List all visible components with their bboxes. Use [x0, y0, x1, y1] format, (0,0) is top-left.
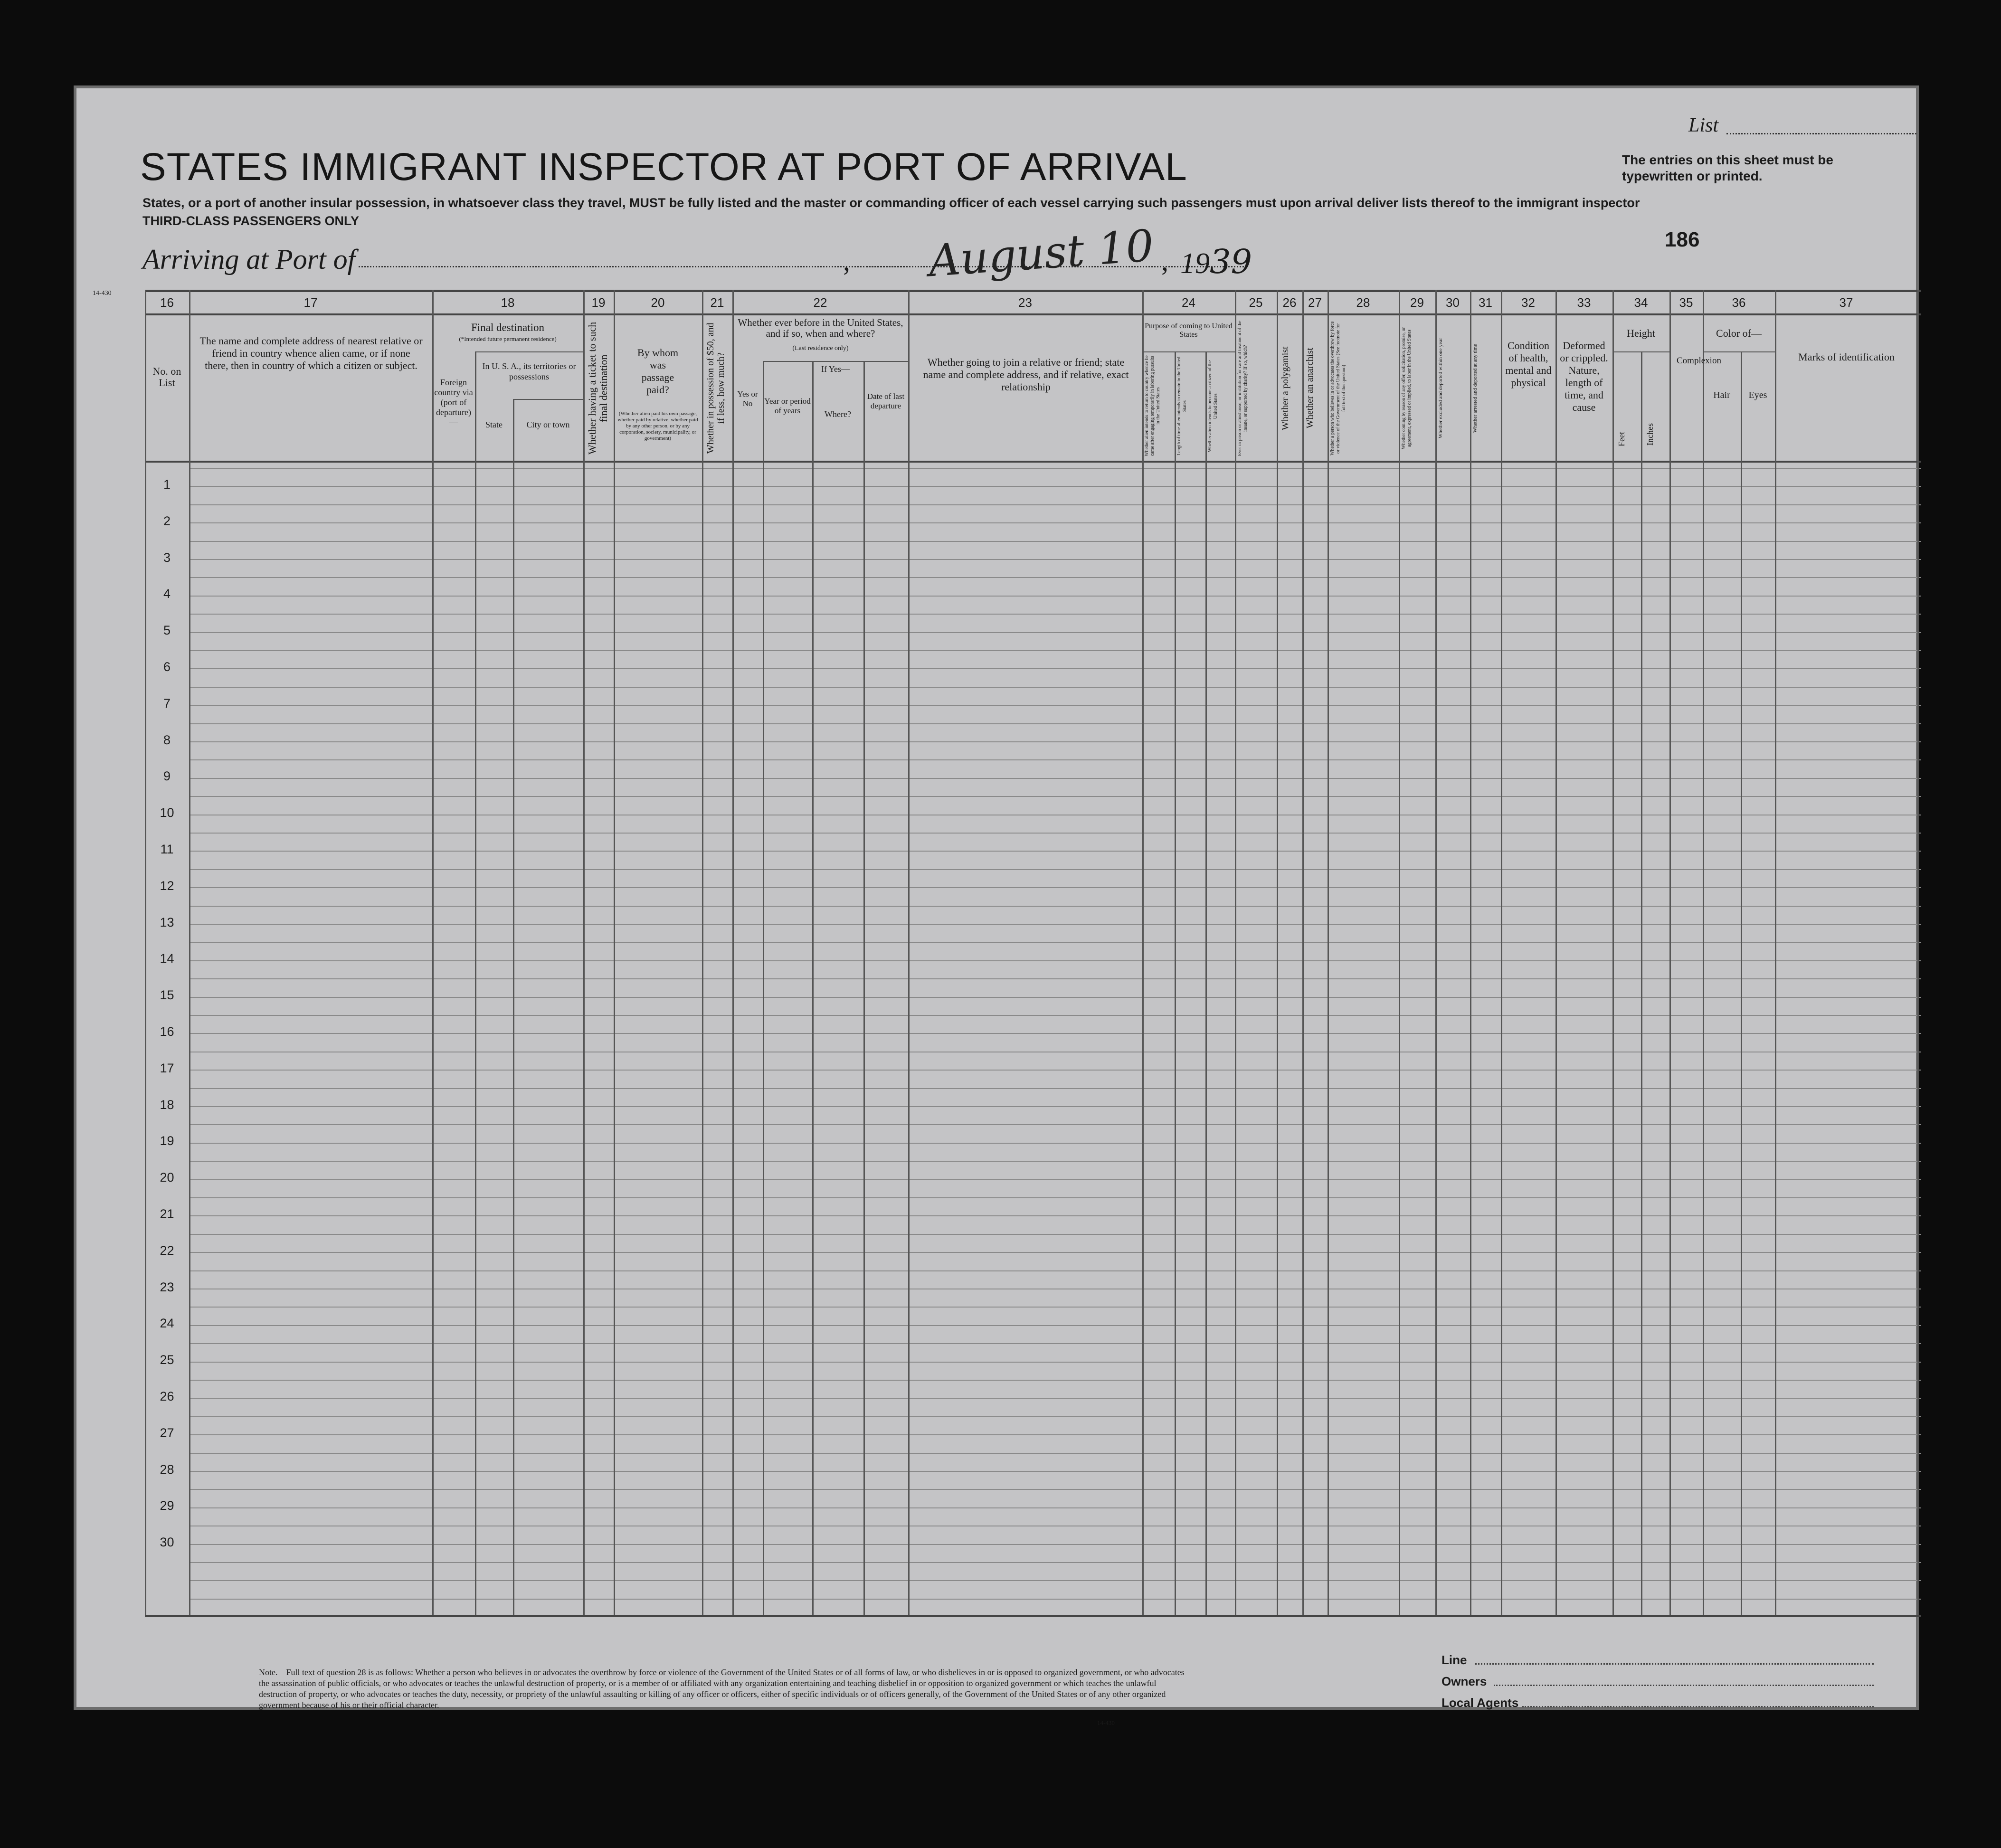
column-number: 20: [651, 295, 665, 310]
ruled-line: [189, 504, 1921, 505]
ruled-line: [189, 596, 1921, 597]
header-purpose: Purpose of coming to United States: [1145, 322, 1233, 339]
row-number: 19: [160, 1134, 174, 1148]
column-number: 24: [1182, 295, 1195, 310]
column-divider: [432, 290, 434, 1615]
ruled-line: [189, 796, 1921, 797]
header-subrule: [513, 399, 583, 400]
ruled-line: [189, 1343, 1921, 1344]
column-number: 33: [1577, 295, 1591, 310]
manifest-sheet: [74, 85, 1919, 1726]
column-divider: [1555, 290, 1557, 1615]
port-field-line: [359, 266, 907, 267]
row-number: 27: [160, 1425, 174, 1440]
ruled-line: [189, 1544, 1921, 1545]
ruled-line: [189, 887, 1921, 888]
list-label: List: [1688, 114, 1719, 136]
column-number: 25: [1249, 295, 1263, 310]
row-number: 3: [163, 550, 171, 565]
column-divider: [1501, 290, 1502, 1615]
ruled-line: [189, 1416, 1921, 1417]
column-number: 30: [1446, 295, 1460, 310]
row-number: 4: [163, 587, 171, 601]
footnote: Note.—Full text of question 28 is as follows: Whether a person who believes in or advocates the overthrow by force or violence of the Government of the United States or of all forms of law, or who disbelieves in or is opposed to organized government, or who advocates the assassination of public officials, or who advocates or teaches the unlawful destruction of property, or is a member of or affiliated with any organization entertaining and teaching disbelief in or opposition to organized government or which teaches the unlawful destruction of property, or who advocates or teaches the duty, necessity, or propriety of the unlawful assaulting or killing of any officer or officers, either of specific individuals or of officers generally, of the Government of the United States or of any other organized government because of his or their official character.: [259, 1668, 1185, 1710]
row-number: 1: [163, 477, 171, 492]
column-divider: [475, 351, 476, 1615]
header-complexion: Complexion: [1677, 356, 1721, 366]
ruled-line: [189, 577, 1921, 578]
ruled-line: [189, 1143, 1921, 1144]
header-fifty-dollars: Whether in possession of $50, and if less, how much?: [705, 322, 726, 454]
ruled-line: [189, 687, 1921, 688]
header-feet: Feet: [1617, 432, 1626, 447]
row-number: 30: [160, 1535, 174, 1550]
column-number: 17: [303, 295, 318, 310]
ruled-line: [189, 759, 1921, 760]
header-subrule: [1703, 351, 1775, 352]
ruled-line: [189, 705, 1921, 706]
column-divider: [1612, 290, 1614, 1615]
header-no-on-list: No. on List: [152, 365, 181, 389]
ruled-line: [189, 778, 1921, 779]
header-purpose-citizen: Whether alien intends to become a citizen of the United States: [1207, 360, 1218, 452]
row-number: 15: [160, 988, 174, 1003]
row-number: 16: [160, 1024, 174, 1039]
row-number: 17: [160, 1061, 174, 1075]
column-divider: [189, 290, 190, 1615]
column-number-rule: [145, 313, 1921, 315]
header-arrested-deported: Whether arrested and deported at any time: [1472, 344, 1478, 433]
header-final-destination-sub: (*Intended future permanent residence): [459, 335, 557, 342]
column-number: 28: [1356, 295, 1370, 310]
page-title: STATES IMMIGRANT INSPECTOR AT PORT OF ARRIVAL: [140, 145, 1187, 189]
header-subrule: [763, 361, 908, 362]
column-number: 26: [1282, 295, 1297, 310]
ruled-line: [189, 1398, 1921, 1399]
owners-label: Owners: [1441, 1674, 1487, 1688]
ruled-line: [189, 1106, 1921, 1107]
row-number: 20: [160, 1170, 174, 1185]
owners-field: [1494, 1685, 1874, 1686]
separator: ,: [1161, 245, 1168, 276]
column-divider: [1669, 290, 1671, 1615]
local-agents-label: Local Agents: [1441, 1696, 1519, 1710]
ruled-line: [189, 997, 1921, 998]
ruled-line: [189, 1489, 1921, 1490]
passenger-class-label: THIRD-CLASS PASSENGERS ONLY: [142, 214, 360, 228]
form-code: 14-430: [93, 290, 112, 297]
ruled-line: [189, 1362, 1921, 1363]
column-number: 37: [1839, 295, 1853, 310]
handwritten-year: 39: [1210, 242, 1252, 281]
row-number: 13: [160, 915, 174, 929]
row-number: 12: [160, 878, 174, 893]
form-code: 14-430: [1097, 1719, 1115, 1726]
table-bottom-rule: [145, 1615, 1921, 1617]
column-number: 27: [1308, 295, 1322, 310]
header-passage-paid: By whom was passage paid?: [637, 347, 679, 396]
local-agents-field: [1522, 1706, 1874, 1707]
ruled-line: [189, 1270, 1921, 1271]
column-divider: [614, 290, 615, 1615]
header-marks-identification: Marks of identification: [1798, 351, 1895, 363]
manifest-table: [145, 290, 1921, 1615]
row-number: 8: [163, 732, 171, 747]
header-ever-before-in-us: Whether ever before in the United States, and if so, when and where?: [738, 317, 903, 339]
header-offer-to-labor: Whether coming by reason of any offer, solicitation, promise, or agreement, expressed or implied, to labor in the United States: [1401, 327, 1412, 450]
row-number: 18: [160, 1097, 174, 1112]
column-number: 23: [1018, 295, 1032, 310]
row-number: 23: [160, 1279, 174, 1294]
ruled-line: [189, 942, 1921, 943]
row-number: 14: [160, 951, 174, 966]
ruled-line: [189, 468, 1921, 469]
row-number: 22: [160, 1243, 174, 1258]
column-number: 22: [813, 295, 827, 310]
ruled-line: [189, 1124, 1921, 1125]
column-divider: [1277, 290, 1278, 1615]
header-nearest-relative: The name and complete address of nearest relative or friend in country whence alien came, or if none there, then in country of which a citizen or subject.: [199, 335, 423, 371]
header-bottom-rule: [145, 461, 1921, 463]
header-anarchist: Whether an anarchist: [1305, 348, 1315, 429]
column-divider: [702, 290, 703, 1615]
column-divider: [583, 290, 585, 1615]
ruled-line: [189, 1179, 1921, 1180]
column-number: 31: [1479, 295, 1492, 310]
header-join-relative: Whether going to join a relative or friend; state name and complete address, and if relative, exact relationship: [923, 356, 1129, 393]
header-where: Where?: [825, 409, 851, 419]
header-hair: Hair: [1713, 390, 1730, 400]
ruled-line: [189, 1033, 1921, 1034]
column-divider: [863, 361, 865, 1615]
header-ticket: Whether having a ticket to such final destination: [586, 322, 609, 455]
line-field: [1475, 1663, 1874, 1665]
row-number: 29: [160, 1498, 174, 1513]
column-divider: [1775, 290, 1776, 1615]
column-divider: [1435, 290, 1437, 1615]
ruled-line: [189, 851, 1921, 852]
header-subrule: [475, 351, 583, 352]
column-number: 18: [501, 295, 515, 310]
column-divider: [1302, 290, 1304, 1615]
ruled-line: [189, 1507, 1921, 1508]
column-divider: [1703, 290, 1704, 1615]
row-number: 7: [163, 696, 171, 711]
header-excluded-deported: Whether excluded and deported within one year: [1438, 338, 1443, 439]
header-polygamist: Whether a polygamist: [1280, 346, 1290, 430]
year-field: [1180, 242, 1252, 281]
ruled-line: [189, 869, 1921, 870]
ruled-line: [189, 1307, 1921, 1308]
header-eyes: Eyes: [1748, 390, 1767, 400]
ruled-line: [189, 1380, 1921, 1381]
column-divider: [1917, 290, 1919, 1615]
row-number: 11: [160, 842, 174, 856]
ruled-line: [189, 1599, 1921, 1600]
header-if-yes: If Yes—: [821, 364, 850, 374]
ruled-line: [189, 522, 1921, 523]
ruled-line: [189, 1161, 1921, 1162]
ruled-line: [189, 1562, 1921, 1563]
table-top-rule: [145, 290, 1921, 292]
header-condition-health: Condition of health, mental and physical: [1505, 340, 1552, 389]
header-purpose-length: Length of time alien intends to remain in the United States: [1176, 357, 1187, 456]
ruled-line: [189, 924, 1921, 925]
ruled-line: [189, 1434, 1921, 1435]
handwritten-date: August 10: [927, 220, 1156, 287]
row-number: 26: [160, 1389, 174, 1403]
ruled-line: [189, 668, 1921, 669]
ruled-line: [189, 1234, 1921, 1235]
ruled-line: [189, 978, 1921, 979]
row-number: 5: [163, 623, 171, 638]
header-in-usa: In U. S. A., its territories or possessions: [482, 361, 576, 381]
ruled-line: [189, 1252, 1921, 1253]
row-number: 21: [160, 1207, 174, 1221]
header-year-or-period: Year or period of years: [764, 397, 811, 415]
ruled-line: [189, 723, 1921, 724]
ruled-line: [189, 906, 1921, 907]
arriving-port-label: Arriving at Port of: [142, 244, 356, 275]
header-last-residence: (Last residence only): [792, 345, 849, 352]
ruled-line: [189, 632, 1921, 633]
header-subrule: [1612, 351, 1669, 352]
column-divider: [1175, 351, 1176, 1615]
ruled-line: [189, 1088, 1921, 1089]
ruled-line: [189, 1580, 1921, 1581]
column-number: 34: [1634, 295, 1648, 310]
row-number: 10: [160, 806, 174, 820]
header-subrule: [1142, 351, 1235, 352]
column-divider: [1741, 351, 1742, 1615]
ruled-line: [189, 1325, 1921, 1326]
column-divider: [732, 290, 734, 1615]
column-divider: [1641, 351, 1642, 1615]
ruled-line: [189, 1197, 1921, 1198]
header-foreign-country: Foreign country via (port of departure)—: [434, 378, 473, 427]
header-height: Height: [1627, 327, 1655, 339]
ruled-line: [189, 741, 1921, 742]
column-divider: [908, 290, 910, 1615]
column-number: 21: [710, 295, 724, 310]
header-purpose-return: Whether alien intends to return to country whence he came after engaging temporarily in laboring pursuits in the United States: [1144, 355, 1161, 457]
ruled-line: [189, 833, 1921, 834]
column-divider: [1235, 290, 1236, 1615]
ruled-line: [189, 1015, 1921, 1016]
row-number: 2: [163, 513, 171, 528]
column-divider: [1205, 351, 1207, 1615]
header-deformed-crippled: Deformed or crippled. Nature, length of time, and cause: [1560, 340, 1608, 413]
sheet-number: 186: [1665, 228, 1700, 251]
row-number: 28: [160, 1462, 174, 1477]
header-inches: Inches: [1645, 423, 1655, 446]
ruled-line: [189, 1453, 1921, 1454]
line-label: Line: [1441, 1653, 1467, 1667]
instruction-text: States, or a port of another insular possession, in whatsoever class they travel, MUST be fully listed and the master or commanding officer of each vessel carrying such passengers must upon arrival deliver lists thereof to the immigrant inspector: [142, 196, 1640, 210]
column-divider: [1399, 290, 1400, 1615]
header-prison-almshouse: Ever in prison or almshouse, or institution for care and treatment of the insane, or supported by charity? If so, which?: [1237, 321, 1248, 456]
ruled-line: [189, 1070, 1921, 1071]
column-number: 35: [1679, 295, 1693, 310]
column-divider: [1328, 290, 1329, 1615]
column-number: 32: [1521, 295, 1535, 310]
list-number-line: [1726, 133, 1916, 134]
column-number: 36: [1732, 295, 1746, 310]
column-number: 29: [1410, 295, 1424, 310]
header-yes-or-no: Yes or No: [737, 389, 758, 408]
column-divider: [1470, 290, 1471, 1615]
ruled-line: [189, 960, 1921, 961]
ruled-line: [189, 486, 1921, 487]
ruled-line: [189, 650, 1921, 651]
header-color-of: Color of—: [1716, 327, 1762, 339]
header-final-destination: Final destination: [471, 322, 544, 333]
header-city-or-town: City or town: [526, 420, 570, 429]
ruled-line: [189, 1215, 1921, 1216]
column-divider: [812, 361, 814, 1615]
header-passage-paid-sub: (Whether alien paid his own passage, whether paid by relative, whether paid by any other person, or by any corporation, society, municipality, or government): [617, 411, 698, 441]
row-number: 6: [163, 660, 171, 674]
header-date-last-departure: Date of last departure: [867, 392, 905, 410]
row-number: 9: [163, 769, 171, 784]
column-divider: [763, 361, 764, 1615]
row-number: 24: [160, 1316, 174, 1331]
row-number: 25: [160, 1353, 174, 1367]
column-divider: [1142, 290, 1144, 1615]
header-state: State: [485, 420, 503, 429]
year-prefix: 19: [1180, 247, 1210, 280]
column-divider: [145, 290, 146, 1615]
separator: ,: [843, 245, 850, 276]
typewritten-note: The entries on this sheet must be typewritten or printed.: [1622, 152, 1833, 183]
column-number: 16: [160, 295, 174, 310]
column-divider: [513, 399, 514, 1615]
ruled-line: [189, 541, 1921, 542]
ruled-line: [189, 614, 1921, 615]
header-overthrow-government: Whether a person who believes in or advocates the overthrow by force or violence of the Government of the United States (See footnote for full text of this question): [1330, 321, 1347, 455]
ruled-line: [189, 1471, 1921, 1472]
ruled-line: [189, 559, 1921, 560]
column-number: 19: [591, 295, 606, 310]
